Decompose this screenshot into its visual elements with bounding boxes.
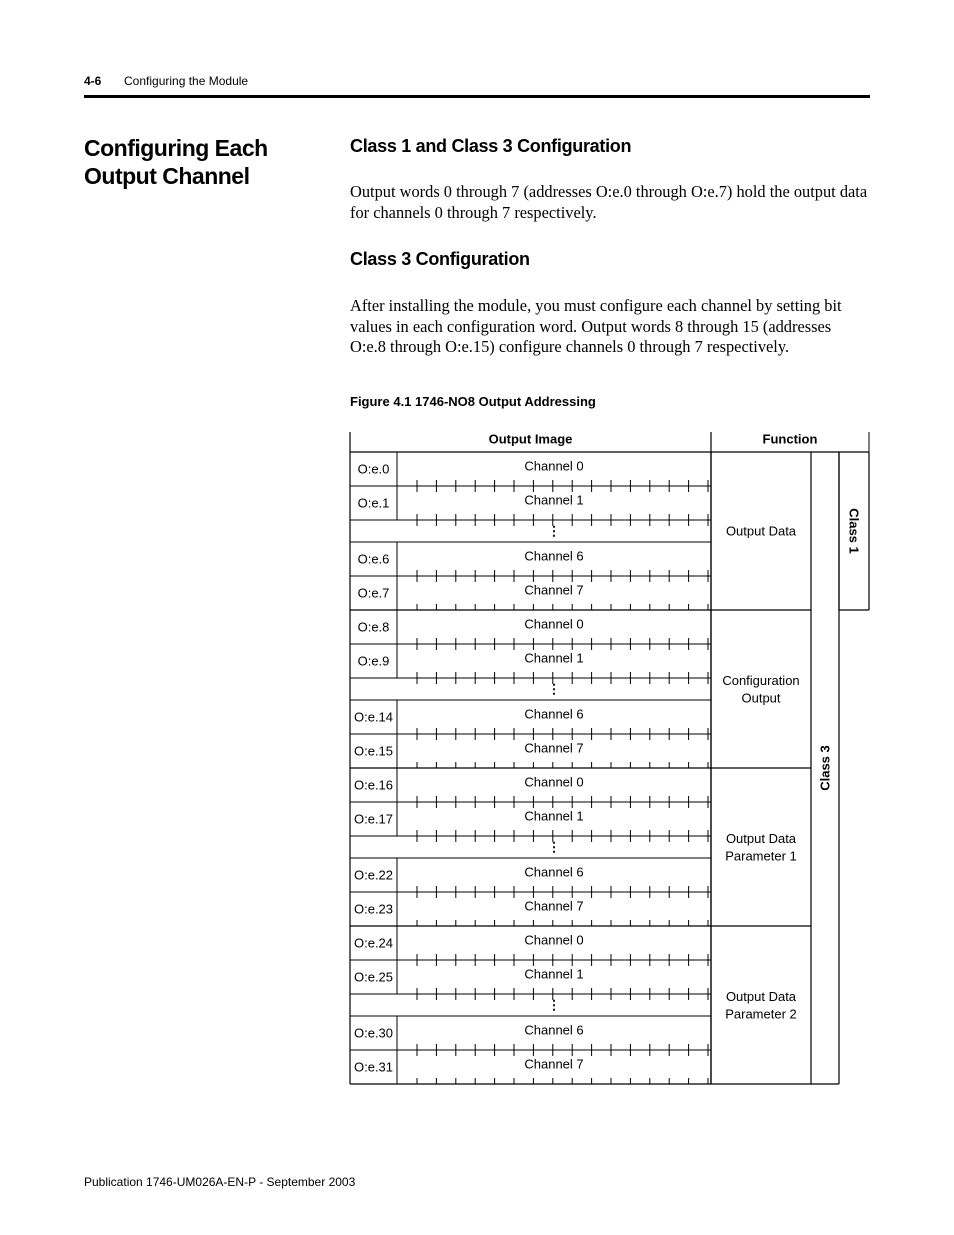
figure-caption: Figure 4.1 1746-NO8 Output Addressing [350, 394, 596, 409]
function-label-2: Output Data [725, 830, 797, 846]
heading-class3: Class 3 Configuration [350, 249, 530, 269]
channel-label: Channel 6 [524, 1022, 584, 1038]
channel-label: Channel 7 [524, 1056, 584, 1072]
address-label: O:e.14 [353, 709, 394, 725]
page-title: Configuring Each Output Channel [84, 135, 268, 189]
address-label: O:e.23 [353, 901, 394, 917]
section-title: Configuring the Module [124, 74, 249, 88]
function-header: Function [762, 431, 818, 447]
channel-label: Channel 1 [524, 492, 584, 508]
channel-label: Channel 1 [524, 808, 584, 824]
channel-label: Channel 7 [524, 898, 584, 914]
channel-label: Channel 6 [524, 864, 584, 880]
address-label: O:e.8 [357, 619, 390, 635]
channel-label: Channel 0 [524, 616, 584, 632]
channel-label: Channel 0 [524, 932, 584, 948]
channel-label: Channel 1 [524, 650, 584, 666]
function-label-2: Parameter 1 [725, 848, 797, 864]
address-label: O:e.6 [357, 551, 390, 567]
address-label: O:e.1 [357, 495, 390, 511]
address-label: O:e.7 [357, 585, 390, 601]
address-label: O:e.24 [353, 935, 394, 951]
heading-class1-class3: Class 1 and Class 3 Configuration [350, 136, 632, 156]
page-number: 4-6 [84, 74, 102, 88]
address-label: O:e.9 [357, 653, 390, 669]
function-label-1: Output [741, 690, 781, 706]
output-image-header: Output Image [488, 431, 573, 447]
address-label: O:e.0 [357, 461, 390, 477]
address-label: O:e.16 [353, 777, 394, 793]
address-label: O:e.22 [353, 867, 394, 883]
ellipsis-marker: ⋮ [547, 839, 561, 855]
function-label-0: Output Data [725, 523, 797, 539]
channel-label: Channel 7 [524, 740, 584, 756]
class3-label: Class 3 [817, 745, 833, 791]
address-label: O:e.25 [353, 969, 394, 985]
channel-label: Channel 7 [524, 582, 584, 598]
paragraph-class1-class3: Output words 0 through 7 (addresses O:e.0 through O:e.7) hold the output data for channels 0 through 7 respectively. [350, 182, 868, 222]
ellipsis-marker: ⋮ [547, 681, 561, 697]
ellipsis-marker: ⋮ [547, 997, 561, 1013]
address-label: O:e.17 [353, 811, 394, 827]
ellipsis-marker: ⋮ [547, 523, 561, 539]
function-label-3: Output Data [725, 988, 797, 1004]
function-label-1: Configuration [722, 672, 800, 688]
channel-label: Channel 1 [524, 966, 584, 982]
address-label: O:e.15 [353, 743, 394, 759]
channel-label: Channel 0 [524, 458, 584, 474]
address-label: O:e.31 [353, 1059, 394, 1075]
function-label-3: Parameter 2 [725, 1006, 797, 1022]
footer-publication: Publication 1746-UM026A-EN-P - September 2003 [84, 1175, 356, 1189]
channel-label: Channel 6 [524, 706, 584, 722]
paragraph-class3: After installing the module, you must configure each channel by setting bit values in each configuration word. Output words 8 through 15 (addresses O:e.8 through O:e.15) configure channels 0 through 7 respectively. [350, 296, 842, 356]
class1-label: Class 1 [846, 508, 862, 554]
channel-label: Channel 0 [524, 774, 584, 790]
address-label: O:e.30 [353, 1025, 394, 1041]
channel-label: Channel 6 [524, 548, 584, 564]
